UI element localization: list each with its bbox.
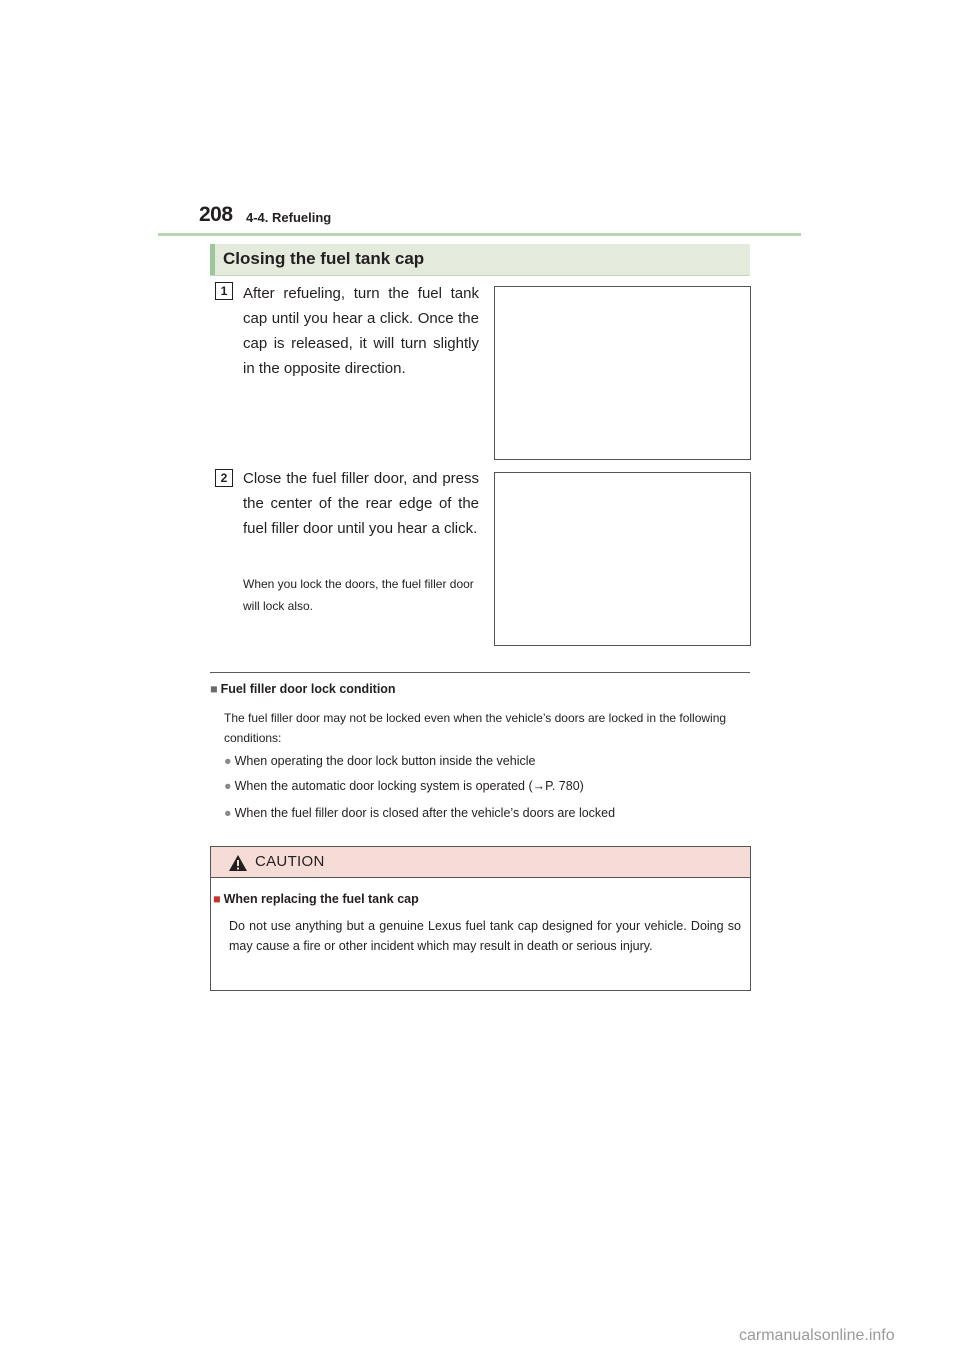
list-item [224, 806, 615, 820]
step-number-1: 1 [215, 282, 233, 300]
page-number: 208 [199, 203, 233, 226]
step-1-text: After refueling, turn the fuel tank cap until you hear a click. Once the cap is released, it will turn slightly in the opposite direction. [243, 285, 479, 377]
step-2-illustration [494, 472, 751, 646]
caution-box [210, 846, 751, 991]
section-bar-accent [210, 244, 215, 275]
header-rule [158, 233, 801, 236]
caution-header [211, 847, 750, 878]
note-paragraph: The fuel filler door may not be locked even when the vehicle’s doors are locked in the following conditions: [224, 711, 727, 745]
list-item-text: When the fuel filler door is closed after the vehicle’s doors are locked [234, 806, 616, 820]
caution-title: CAUTION [255, 853, 325, 870]
bullet-dot-icon: ● [224, 754, 232, 768]
watermark: carmanualsonline.info [739, 1327, 895, 1344]
section-title: Closing the fuel tank cap [223, 249, 425, 268]
list-item [224, 754, 535, 768]
bullet-dot-icon: ● [224, 806, 232, 820]
section-title-bar [210, 244, 750, 276]
square-bullet-icon: ■ [213, 892, 221, 906]
list-item-text: When the automatic door locking system is operated (→P. 780) [234, 779, 584, 793]
caution-subheading-text: When replacing the fuel tank cap [223, 892, 419, 906]
step-number-2: 2 [215, 469, 233, 487]
warning-triangle-icon [228, 854, 248, 872]
list-item [224, 779, 584, 793]
square-bullet-icon: ■ [210, 682, 218, 696]
step-2-note: When you lock the doors, the fuel filler door will lock also. [243, 577, 474, 613]
note-heading [210, 682, 396, 696]
step-2-text: Close the fuel filler door, and press the center of the rear edge of the fuel filler door until you hear a click. [243, 470, 479, 537]
step-1-illustration [494, 286, 751, 460]
caution-subheading [213, 892, 419, 906]
bullet-dot-icon: ● [224, 779, 232, 793]
note-heading-text: Fuel filler door lock condition [220, 682, 396, 696]
section-divider [210, 672, 750, 673]
running-header: 4-4. Refueling [246, 210, 332, 225]
caution-text: Do not use anything but a genuine Lexus fuel tank cap designed for your vehicle. Doing so may cause a fire or other incident which may result in death or serious injury. [229, 919, 741, 953]
list-item-text: When operating the door lock button inside the vehicle [234, 754, 536, 768]
